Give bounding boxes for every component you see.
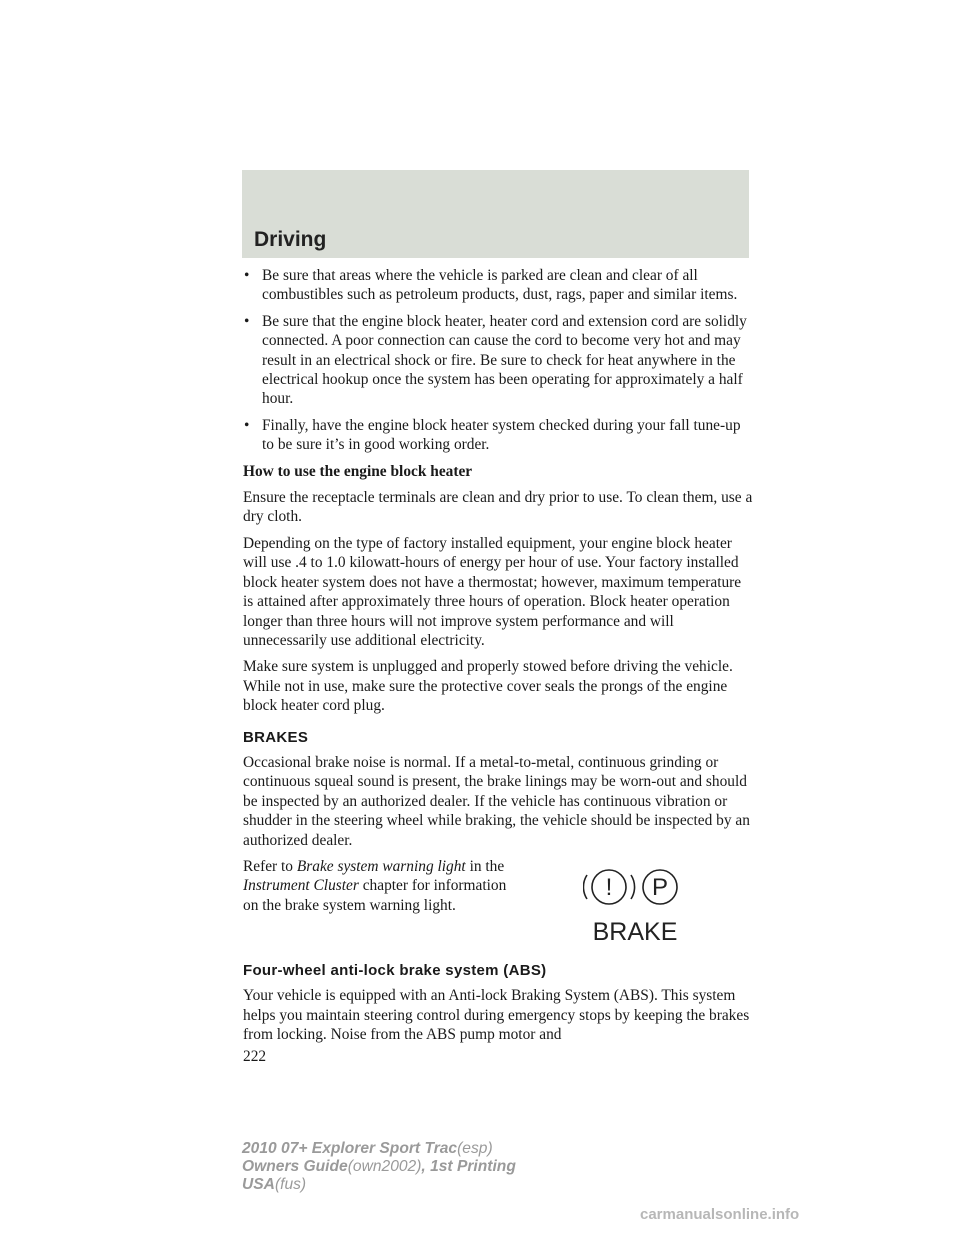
bullet-dot: • xyxy=(244,267,250,284)
document-footer xyxy=(242,1140,516,1194)
refer-middle: in the xyxy=(465,857,505,875)
brake-label: BRAKE xyxy=(592,917,678,946)
footer-region: USA xyxy=(242,1176,275,1193)
brake-reference-text xyxy=(243,857,513,915)
footer-guide-code: (own2002) xyxy=(347,1158,422,1175)
page-number: 222 xyxy=(243,1047,267,1065)
heater-heading: How to use the engine block heater xyxy=(243,462,473,480)
footer-line-1 xyxy=(242,1140,516,1158)
parking-symbol: P xyxy=(651,873,669,901)
exclamation-symbol: ! xyxy=(605,873,613,901)
heater-paragraph: Depending on the type of factory installed equipment, your engine block heater will use .4 to 1.0 kilowatt-hours of energy per hour of use. Your factory installed block heater system does not have a thermostat; however, maximum temperature is attained after approximately three hours of operation. Block heater operation longer than three hours will not improve system performance and will unnecessarily use additional electricity. xyxy=(243,534,742,649)
parking-circle-icon xyxy=(643,870,677,904)
refer-prefix: Refer to xyxy=(243,857,297,875)
footer-guide: Owners Guide xyxy=(242,1158,348,1175)
brakes-paragraph: Occasional brake noise is normal. If a metal-to-metal, continuous grinding or continuous squeal sound is present, the brake linings may be worn-out and should be inspected by an authorized dealer. If the vehicle has continuous vibration or shudder in the steering wheel while braking, the vehicle should be inspected by an authorized dealer. xyxy=(243,753,750,849)
page-content xyxy=(243,266,753,1066)
bullet-item xyxy=(243,266,753,305)
brake-reference-block xyxy=(243,857,753,949)
footer-printing: , 1st Printing xyxy=(421,1158,516,1175)
refer-suffix: chapter for information on the brake system warning light. xyxy=(243,877,507,914)
footer-region-code: (fus) xyxy=(274,1176,307,1193)
abs-paragraph: Your vehicle is equipped with an Anti-lock Braking System (ABS). This system helps you maintain steering control during emergency stops by keeping the brakes from locking. Noise from the ABS pump motor and xyxy=(243,987,750,1044)
section-title: Driving xyxy=(254,228,327,251)
bullet-item xyxy=(243,416,753,455)
heater-paragraph: Ensure the receptacle terminals are clean and dry prior to use. To clean them, use a dry cloth. xyxy=(243,489,753,526)
section-header-band xyxy=(242,170,749,258)
heater-paragraph: Make sure system is unplugged and properly stowed before driving the vehicle. While not in use, make sure the protective cover seals the prongs of the engine block heater cord plug. xyxy=(243,658,733,715)
footer-line-3 xyxy=(242,1176,516,1194)
bullet-text: Be sure that areas where the vehicle is parked are clean and clear of all combustibles such as petroleum products, dust, rags, paper and similar items. xyxy=(262,267,738,304)
footer-line-2 xyxy=(242,1158,516,1176)
footer-model: 2010 07+ Explorer Sport Trac xyxy=(242,1140,458,1157)
refer-link-instrument-cluster: Instrument Cluster xyxy=(243,877,359,895)
bullet-text: Be sure that the engine block heater, heater cord and extension cord are solidly connected. A poor connection can cause the cord to become very hot and may result in an electrical shock or fire. Be sure to check for heat anywhere in the electrical hookup once the system has been operating for approximately a half hour. xyxy=(262,312,747,408)
bullet-text: Finally, have the engine block heater system checked during your fall tune-up to be sure it’s in good working order. xyxy=(262,416,741,454)
brakes-heading: BRAKES xyxy=(243,728,309,746)
abs-heading: Four-wheel anti-lock brake system (ABS) xyxy=(243,961,547,979)
watermark: carmanualsonline.info xyxy=(640,1206,800,1223)
brake-warning-icon xyxy=(583,863,687,947)
exclamation-circle-icon xyxy=(583,870,634,904)
bullet-dot: • xyxy=(244,416,250,434)
bullet-item xyxy=(243,312,753,409)
footer-model-code: (esp) xyxy=(457,1140,493,1157)
bullet-dot: • xyxy=(244,312,250,330)
refer-link-brake-warning-light: Brake system warning light xyxy=(296,857,466,875)
